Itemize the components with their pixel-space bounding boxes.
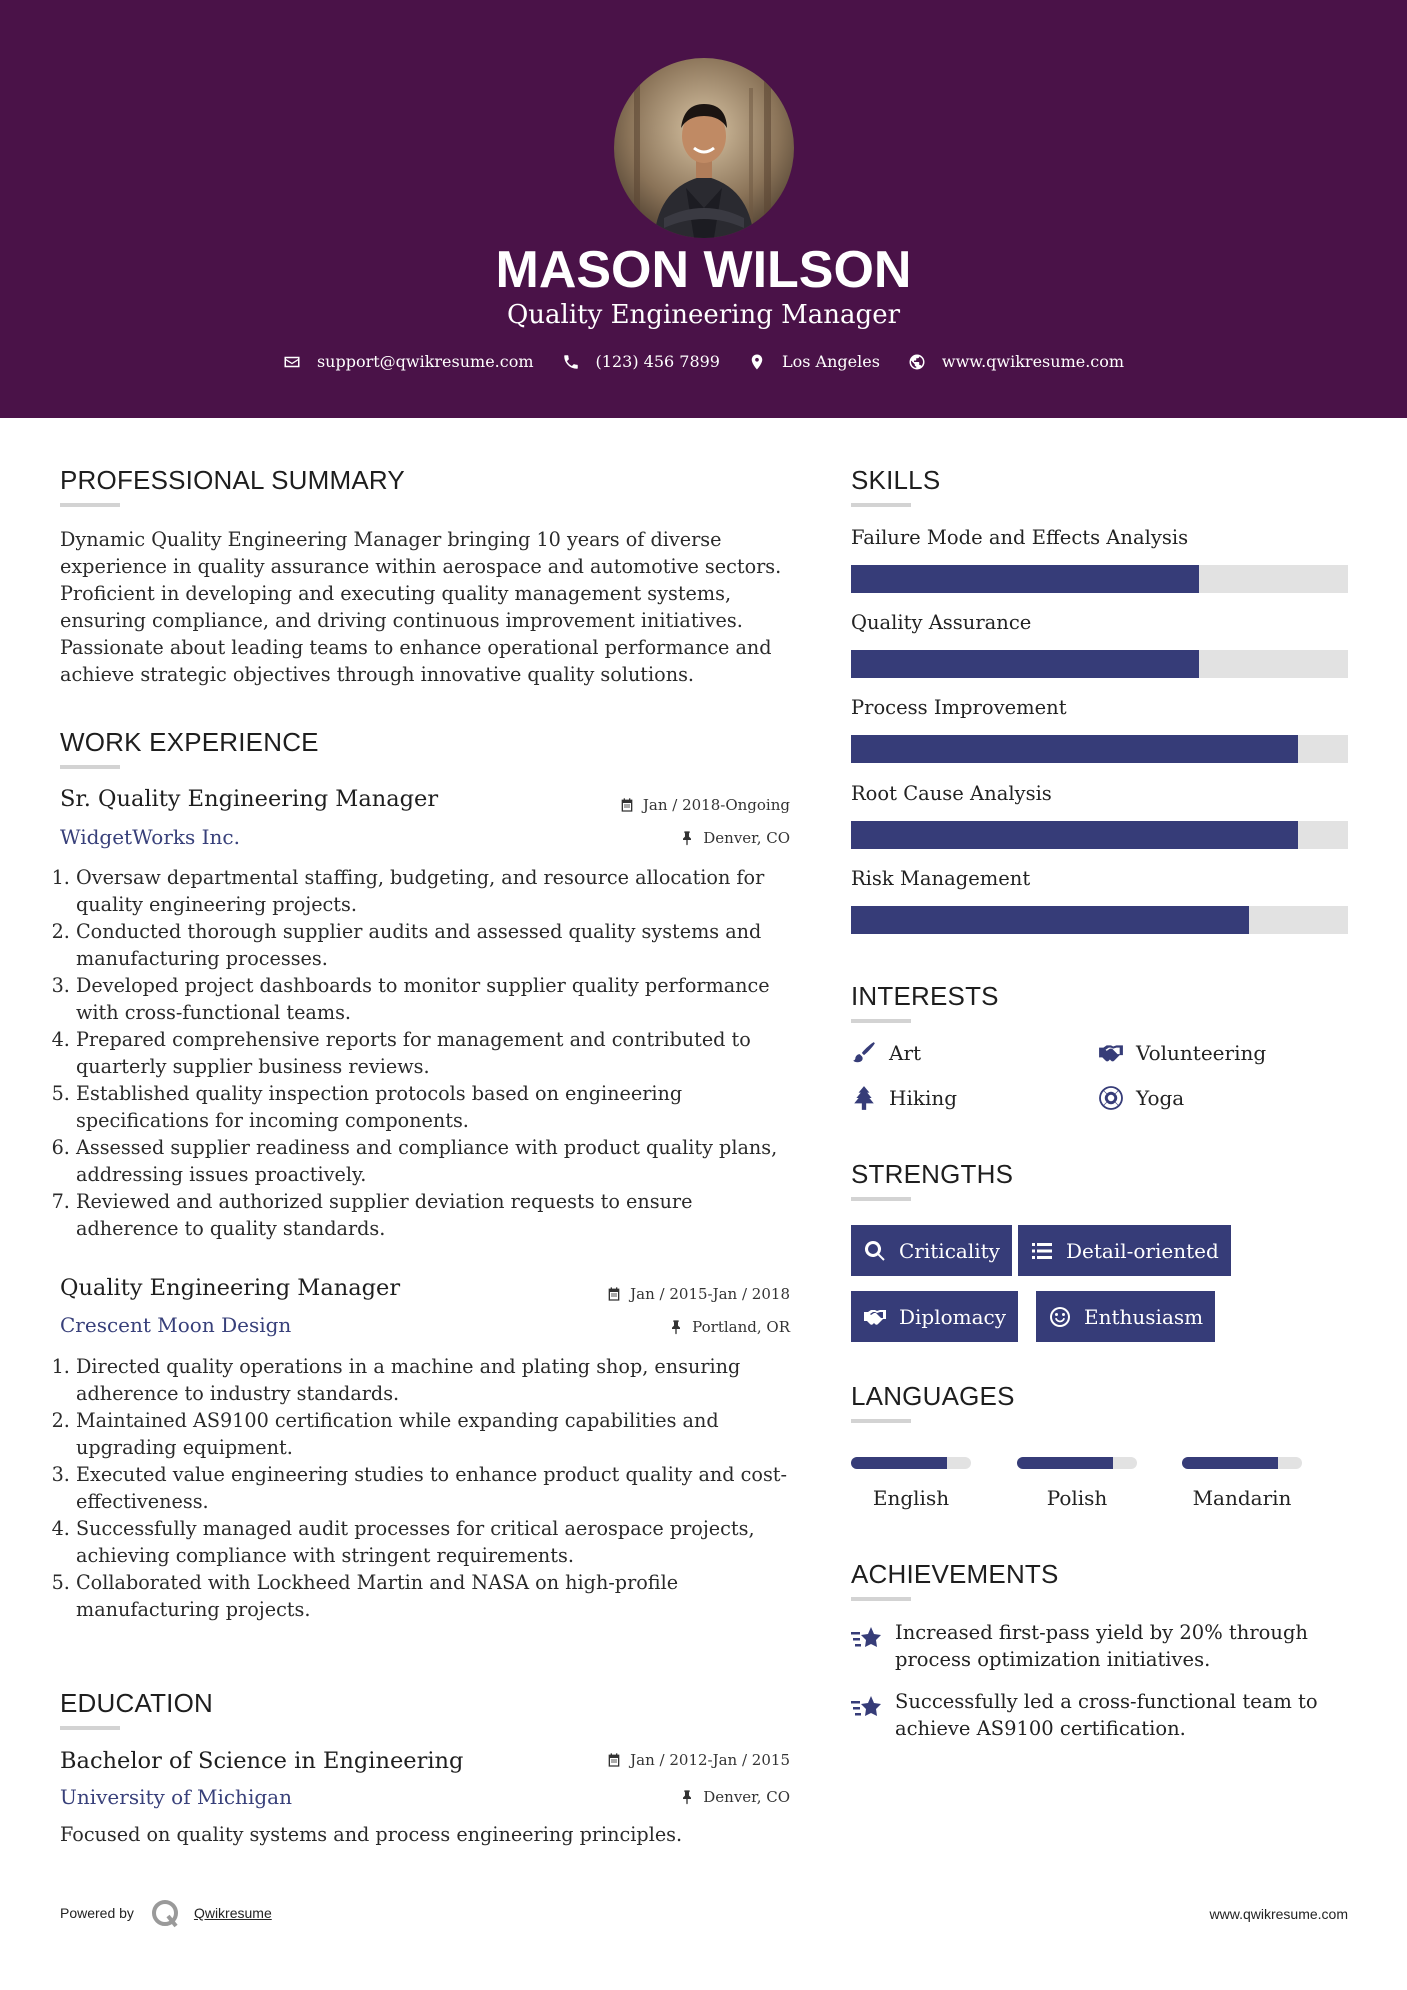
language-label: Mandarin [1192, 1486, 1292, 1510]
summary-text: Dynamic Quality Engineering Manager bringing 10 years of diverse experience in quality assurance within aerospace and automotive sectors. Proficient in developing and executing quality management systems, ensuring compliance, and driving continuous improvement initiatives. Passionate about leading teams to enhance operational performance and achieve strategic objectives through innovative quality solutions. [60, 528, 782, 686]
pushpin-icon [679, 1789, 695, 1805]
job-location [490, 829, 790, 847]
job-company: WidgetWorks Inc. [60, 825, 240, 849]
achievement-text: Increased first-pass yield by 20% through process optimization initiatives. [895, 1621, 1308, 1671]
strength-badge [1018, 1225, 1231, 1276]
interests-heading: INTERESTS [851, 981, 999, 1011]
search-icon [863, 1239, 887, 1263]
education-degree: Bachelor of Science in Engineering [60, 1748, 464, 1774]
skills-heading: SKILLS [851, 465, 941, 495]
job-bullet: 3. Executed value engineering studies to enhance product quality and cost-effectiveness. [76, 1461, 798, 1515]
interest-item [1098, 1085, 1184, 1111]
contact-website-text: www.qwikresume.com [941, 352, 1125, 371]
profile-photo [614, 58, 794, 238]
skills-heading-rule [851, 503, 911, 507]
calendar-icon [619, 797, 635, 813]
shooting-star-icon [851, 1692, 883, 1722]
job-dates [490, 1285, 790, 1303]
job-location [490, 1318, 790, 1336]
calendar-icon [606, 1752, 622, 1768]
job-title: Sr. Quality Engineering Manager [60, 786, 439, 812]
contact-email[interactable] [283, 352, 534, 371]
skill-label: Quality Assurance [851, 611, 1032, 634]
experience-heading-rule [60, 765, 120, 769]
job-bullets [58, 864, 798, 1242]
lifering-icon [1098, 1085, 1124, 1111]
interest-label: Yoga [1136, 1086, 1185, 1110]
education-heading: EDUCATION [60, 1688, 213, 1718]
strength-label: Detail-oriented [1066, 1238, 1219, 1263]
achievements-heading: ACHIEVEMENTS [851, 1559, 1059, 1589]
language-bar-fill [1182, 1457, 1278, 1469]
skill-bar [851, 906, 1348, 934]
summary-heading-rule [60, 503, 120, 507]
calendar-icon [606, 1286, 622, 1302]
language-bar [1017, 1457, 1137, 1469]
job-bullet: 7. Reviewed and authorized supplier deviation requests to ensure adherence to quality standards. [76, 1188, 798, 1242]
job-bullet: 1. Oversaw departmental staffing, budgeting, and resource allocation for quality engineering projects. [76, 864, 798, 918]
skill-bar [851, 821, 1348, 849]
strength-label: Criticality [899, 1238, 1000, 1263]
resume-header [0, 0, 1407, 418]
education-location-text: Denver, CO [703, 1788, 790, 1806]
strengths-heading: STRENGTHS [851, 1159, 1014, 1189]
contact-row [0, 352, 1407, 371]
skill-bar-fill [851, 906, 1249, 934]
skill-bar-fill [851, 650, 1199, 678]
languages-heading-rule [851, 1419, 911, 1423]
strength-label: Diplomacy [899, 1304, 1007, 1329]
strength-badge [1036, 1291, 1215, 1342]
contact-location-text: Los Angeles [781, 352, 880, 371]
handshake-icon [1098, 1040, 1124, 1066]
language-label: English [872, 1486, 950, 1510]
job-dates-text: Jan / 2015-Jan / 2018 [630, 1285, 790, 1303]
footer-brand-link[interactable]: Qwikresume [193, 1905, 272, 1921]
candidate-title: Quality Engineering Manager [506, 300, 901, 330]
job-bullets [58, 1353, 798, 1623]
experience-heading: WORK EXPERIENCE [60, 727, 319, 757]
tree-icon [851, 1085, 877, 1111]
handshake-icon [863, 1305, 887, 1329]
achievements-heading-rule [851, 1597, 911, 1601]
contact-location [748, 352, 880, 371]
job-bullet: 2. Maintained AS9100 certification while expanding capabilities and upgrading equipment. [76, 1407, 798, 1461]
contact-phone[interactable] [562, 352, 720, 371]
job-bullet: 4. Successfully managed audit processes for critical aerospace projects, achieving compliance with stringent requirements. [76, 1515, 798, 1569]
education-dates [490, 1751, 790, 1769]
education-school: University of Michigan [60, 1785, 292, 1809]
interest-label: Art [889, 1041, 922, 1065]
pushpin-icon [668, 1319, 684, 1335]
job-dates [490, 796, 790, 814]
qwikresume-logo-icon [150, 1898, 180, 1928]
education-dates-text: Jan / 2012-Jan / 2015 [630, 1751, 790, 1769]
smile-icon [1048, 1305, 1072, 1329]
language-bar-fill [851, 1457, 947, 1469]
job-company: Crescent Moon Design [60, 1313, 292, 1337]
skill-label: Failure Mode and Effects Analysis [851, 526, 1189, 549]
skill-bar-fill [851, 735, 1298, 763]
powered-by-text: Powered by [60, 1905, 134, 1921]
languages-heading: LANGUAGES [851, 1381, 1015, 1411]
education-description: Focused on quality systems and process engineering principles. [60, 1823, 683, 1846]
contact-phone-text: (123) 456 7899 [595, 352, 720, 371]
interest-label: Hiking [889, 1086, 958, 1110]
language-bar [851, 1457, 971, 1469]
job-location-text: Portland, OR [692, 1318, 790, 1336]
map-pin-icon [748, 353, 766, 371]
shooting-star-icon [851, 1623, 883, 1653]
achievement-item [851, 1688, 1351, 1742]
skill-bar [851, 650, 1348, 678]
interest-label: Volunteering [1136, 1041, 1267, 1065]
strength-label: Enthusiasm [1084, 1304, 1204, 1329]
job-bullet: 4. Prepared comprehensive reports for management and contributed to quarterly supplier business reviews. [76, 1026, 798, 1080]
job-title: Quality Engineering Manager [60, 1275, 401, 1301]
language-label: Polish [1046, 1486, 1108, 1510]
phone-icon [562, 353, 580, 371]
language-bar-fill [1017, 1457, 1113, 1469]
strength-badge [851, 1225, 1012, 1276]
job-bullet: 5. Collaborated with Lockheed Martin and NASA on high-profile manufacturing projects. [76, 1569, 798, 1623]
skill-bar [851, 735, 1348, 763]
list-icon [1030, 1239, 1054, 1263]
achievement-text: Successfully led a cross-functional team to achieve AS9100 certification. [895, 1690, 1318, 1740]
pushpin-icon [679, 830, 695, 846]
interests-heading-rule [851, 1019, 911, 1023]
contact-email-text: support@qwikresume.com [316, 352, 534, 371]
footer-powered-by [60, 1898, 272, 1928]
job-bullet: 6. Assessed supplier readiness and compliance with product quality plans, addressing issues proactively. [76, 1134, 798, 1188]
interest-item [1098, 1040, 1266, 1066]
footer-website[interactable]: www.qwikresume.com [1209, 1906, 1348, 1922]
skill-label: Risk Management [851, 867, 1031, 890]
strengths-heading-rule [851, 1197, 911, 1201]
candidate-name: MASON WILSON [495, 241, 912, 299]
envelope-icon [283, 353, 301, 371]
language-bar [1182, 1457, 1302, 1469]
achievement-item [851, 1619, 1351, 1673]
globe-icon [908, 353, 926, 371]
job-bullet: 1. Directed quality operations in a machine and plating shop, ensuring adherence to industry standards. [76, 1353, 798, 1407]
job-bullet: 2. Conducted thorough supplier audits and assessed quality systems and manufacturing processes. [76, 918, 798, 972]
skill-label: Root Cause Analysis [851, 782, 1052, 805]
interest-item [851, 1040, 921, 1066]
skill-label: Process Improvement [851, 696, 1067, 719]
skill-bar-fill [851, 565, 1199, 593]
job-bullet: 5. Established quality inspection protocols based on engineering specifications for incoming components. [76, 1080, 798, 1134]
contact-website[interactable] [908, 352, 1124, 371]
summary-heading: PROFESSIONAL SUMMARY [60, 465, 405, 495]
interest-item [851, 1085, 957, 1111]
job-dates-text: Jan / 2018-Ongoing [642, 796, 790, 814]
paintbrush-icon [851, 1040, 877, 1066]
strength-badge [851, 1291, 1018, 1342]
education-location [490, 1788, 790, 1806]
skill-bar [851, 565, 1348, 593]
job-bullet: 3. Developed project dashboards to monitor supplier quality performance with cross-functional teams. [76, 972, 798, 1026]
skill-bar-fill [851, 821, 1298, 849]
job-location-text: Denver, CO [703, 829, 790, 847]
education-heading-rule [60, 1726, 120, 1730]
